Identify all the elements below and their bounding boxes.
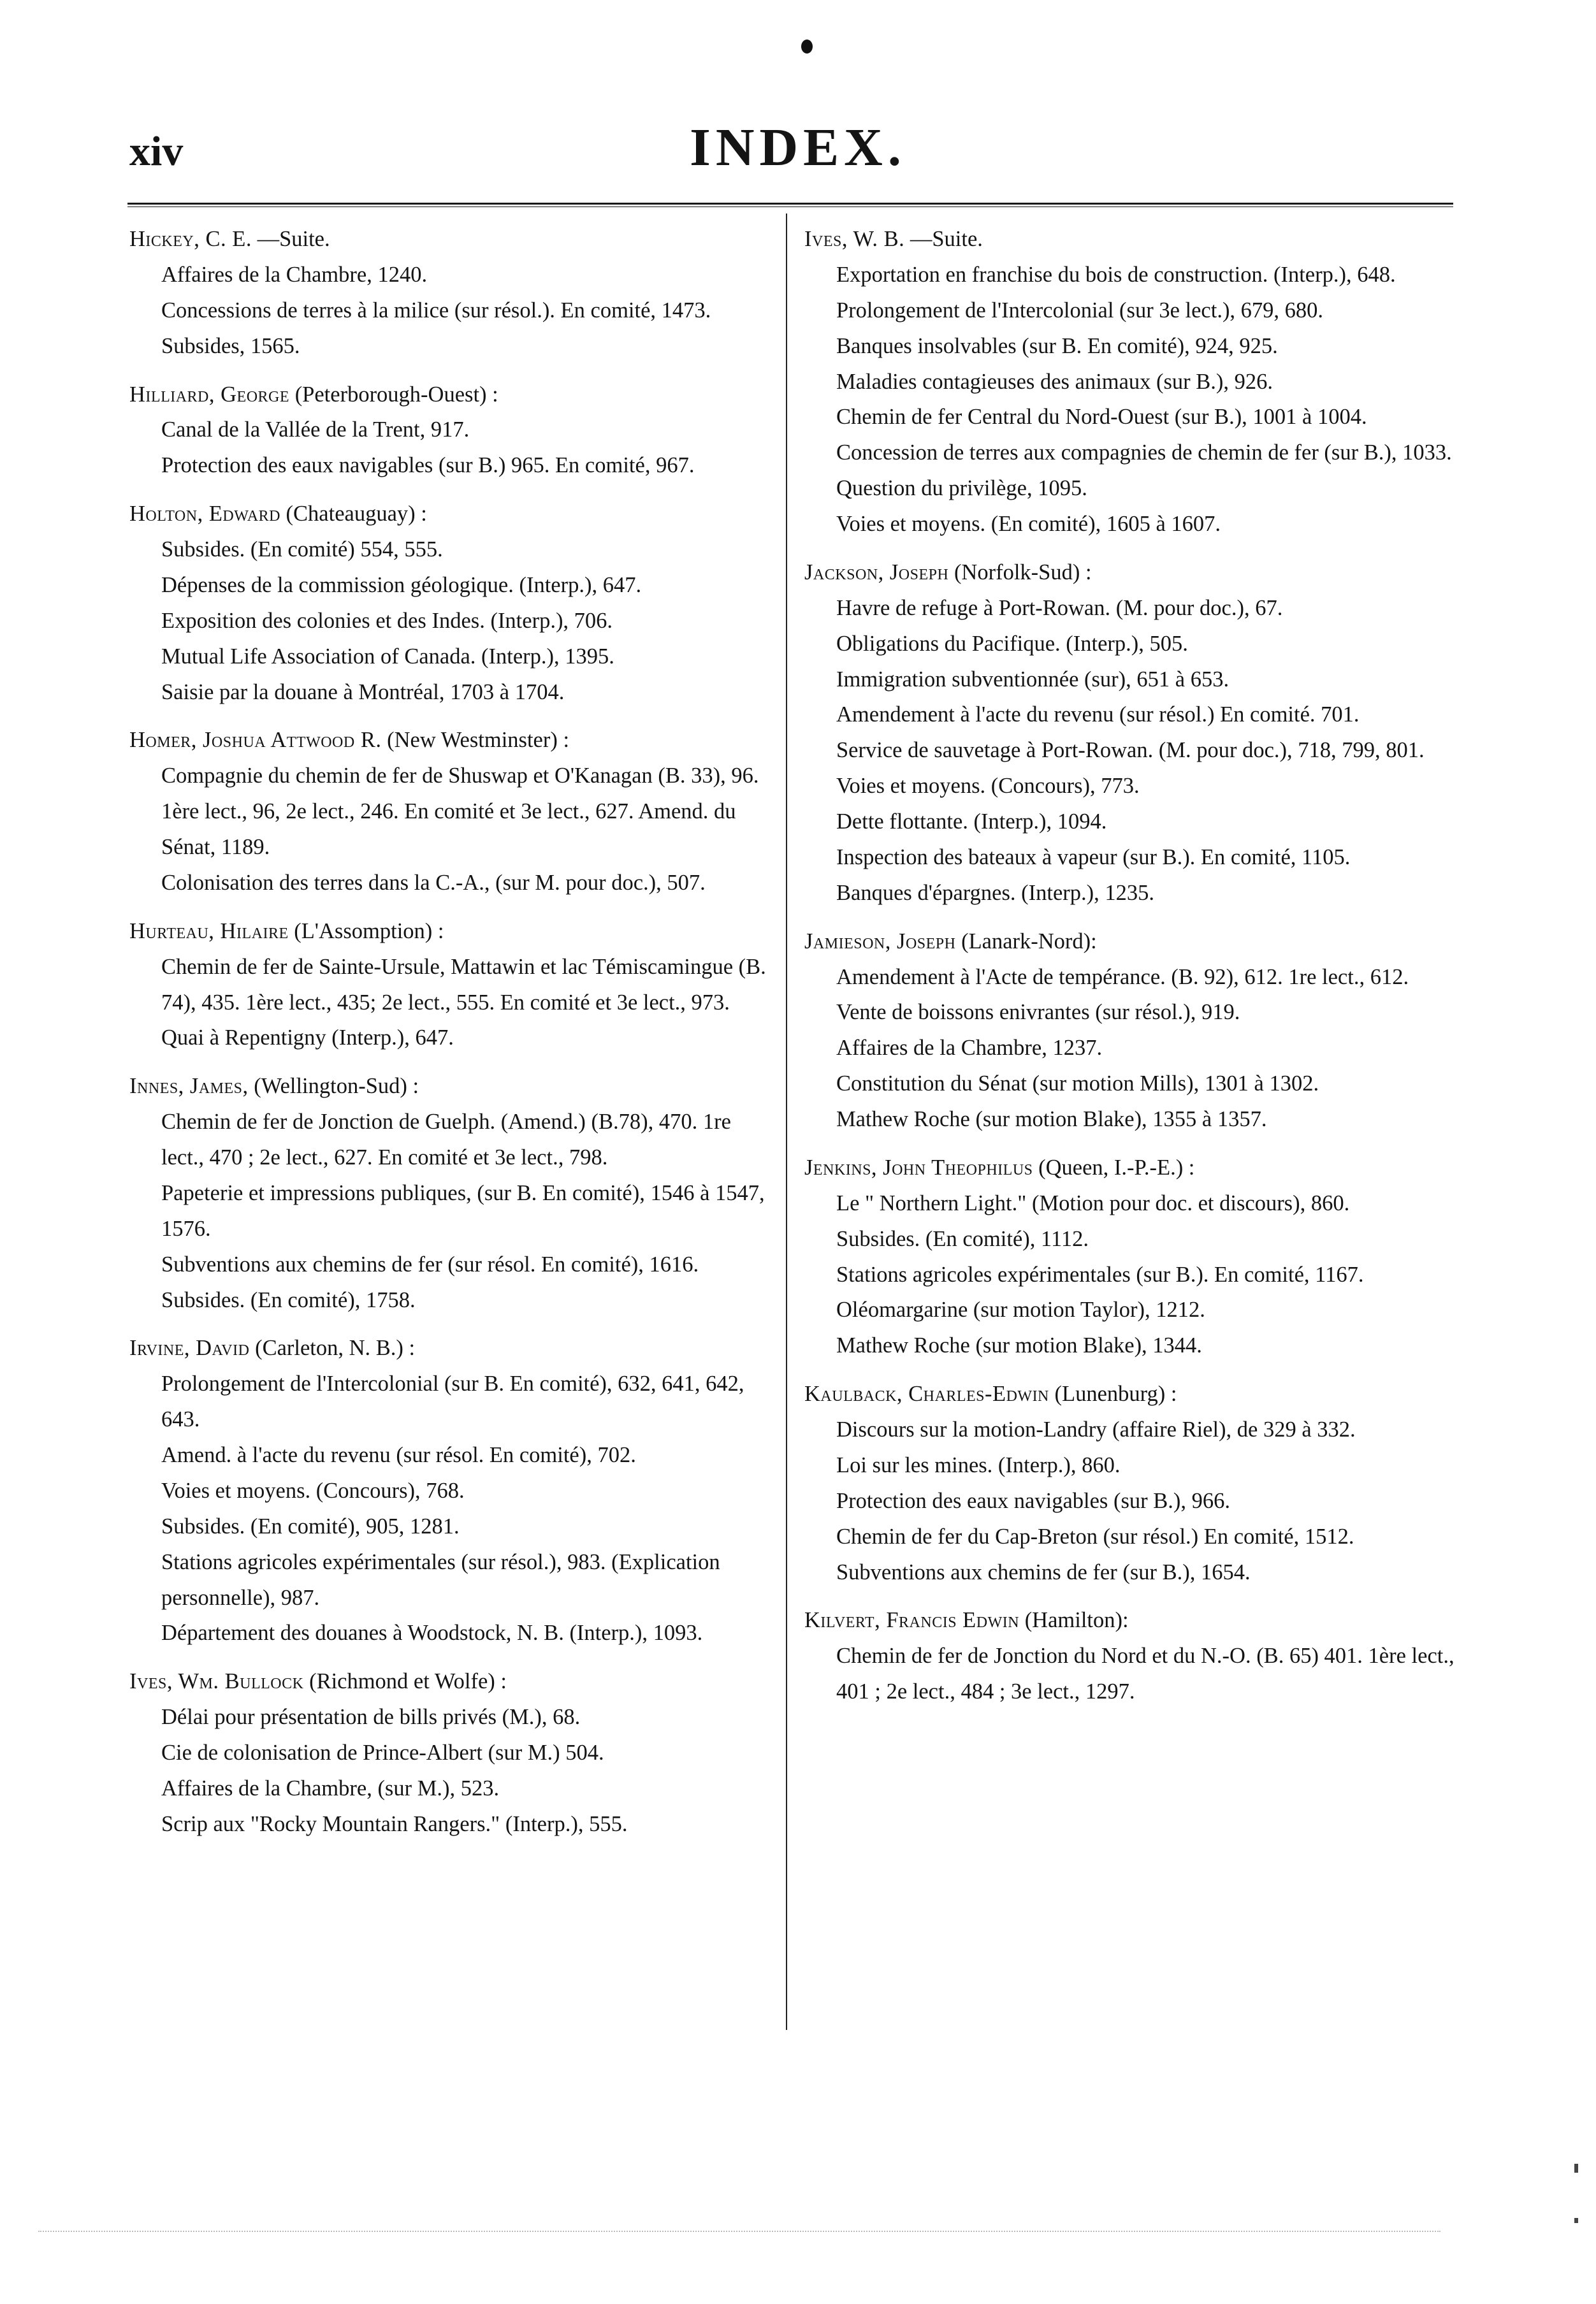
index-item: Stations agricoles expérimentales (sur B.). En comité, 1167. [836, 1262, 1364, 1287]
entry-heading [804, 924, 1455, 960]
index-item: Subsides, 1565. [161, 333, 300, 358]
index-item: Mathew Roche (sur motion Blake), 1344. [836, 1333, 1202, 1358]
index-item: Voies et moyens. (Concours), 768. [161, 1478, 465, 1503]
index-item: Subventions aux chemins de fer (sur B.), 1654. [836, 1560, 1251, 1584]
page-number: xiv [129, 128, 184, 175]
index-item: Chemin de fer de Jonction de Guelph. (Amend.) (B.78), 470. 1re lect., 470 ; 2e lect., 627. En comité et 3e lect., 798. [161, 1110, 731, 1170]
index-entry [129, 377, 773, 484]
index-entry [804, 1377, 1455, 1590]
entry-heading [129, 496, 773, 532]
index-item: Concessions de terres à la milice (sur résol.). En comité, 1473. [161, 298, 711, 322]
index-item: Subventions aux chemins de fer (sur résol. En comité), 1616. [161, 1252, 699, 1277]
index-item: Prolongement de l'Intercolonial (sur 3e lect.), 679, 680. [836, 298, 1324, 322]
entry-heading [804, 1603, 1455, 1639]
entry-heading [129, 1331, 773, 1366]
index-item: Inspection des bateaux à vapeur (sur B.). En comité, 1105. [836, 844, 1351, 869]
index-item: Affaires de la Chambre, 1240. [161, 262, 428, 287]
ink-dot [801, 40, 813, 54]
member-name: Ives, Wm. Bullock [129, 1669, 304, 1694]
index-item: Quai à Repentigny (Interp.), 647. [161, 1025, 454, 1050]
member-name: Hilliard, George [129, 382, 290, 407]
entry-heading [129, 723, 773, 758]
riding: (Queen, I.-P.-E.) : [1038, 1155, 1195, 1180]
entry-heading [129, 1664, 773, 1700]
index-item: Banques d'épargnes. (Interp.), 1235. [836, 880, 1154, 905]
index-item: Loi sur les mines. (Interp.), 860. [836, 1453, 1121, 1477]
index-item: Maladies contagieuses des animaux (sur B.), 926. [836, 369, 1273, 394]
index-item: Affaires de la Chambre, (sur M.), 523. [161, 1776, 500, 1800]
index-item: Colonisation des terres dans la C.-A., (sur M. pour doc.), 507. [161, 870, 706, 895]
index-item: Chemin de fer de Jonction du Nord et du N.-O. (B. 65) 401. 1ère lect., 401 ; 2e lect., 484 ; 3e lect., 1297. [836, 1644, 1455, 1704]
index-item: Dépenses de la commission géologique. (Interp.), 647. [161, 572, 642, 597]
entry-heading [129, 914, 773, 950]
index-item: Canal de la Vallée de la Trent, 917. [161, 417, 470, 442]
index-item: Subsides. (En comité), 905, 1281. [161, 1514, 460, 1539]
index-item: Le " Northern Light." (Motion pour doc. et discours), 860. [836, 1191, 1350, 1215]
member-name: Irvine, David [129, 1336, 250, 1361]
member-name: Ives, W. B. [804, 227, 905, 251]
riding: (Lunenburg) : [1054, 1382, 1177, 1407]
index-entry [129, 1331, 773, 1651]
member-name: Holton, Edward [129, 502, 280, 526]
member-name: Jenkins, John Theophilus [804, 1155, 1033, 1180]
member-name: Jackson, Joseph [804, 560, 949, 584]
entry-heading [804, 1377, 1455, 1412]
member-name: Kaulback, Charles-Edwin [804, 1382, 1049, 1407]
index-item: Obligations du Pacifique. (Interp.), 505. [836, 631, 1188, 656]
index-item: Protection des eaux navigables (sur B.) 965. En comité, 967. [161, 453, 695, 478]
index-entry [804, 1150, 1455, 1364]
riding: —Suite. [257, 227, 330, 251]
entry-heading [804, 555, 1455, 591]
entry-heading [129, 377, 773, 413]
riding: (Hamilton): [1024, 1608, 1129, 1633]
index-item: Havre de refuge à Port-Rowan. (M. pour doc.), 67. [836, 595, 1283, 620]
member-name: Innes, James, [129, 1074, 249, 1099]
riding: (Norfolk-Sud) : [954, 560, 1092, 584]
riding: (Wellington-Sud) : [254, 1074, 419, 1099]
index-item: Oléomargarine (sur motion Taylor), 1212. [836, 1298, 1205, 1322]
index-item: Délai pour présentation de bills privés (M.), 68. [161, 1705, 581, 1730]
index-item: Prolongement de l'Intercolonial (sur B. En comité), 632, 641, 642, 643. [161, 1372, 744, 1432]
index-item: Service de sauvetage à Port-Rowan. (M. pour doc.), 718, 799, 801. [836, 738, 1425, 763]
riding: (Richmond et Wolfe) : [309, 1669, 507, 1694]
index-item: Constitution du Sénat (sur motion Mills), 1301 à 1302. [836, 1071, 1319, 1096]
index-item: Subsides. (En comité), 1758. [161, 1287, 416, 1312]
member-name: Hickey, C. E. [129, 227, 252, 251]
entry-heading [804, 1150, 1455, 1186]
entry-heading [129, 1069, 773, 1105]
index-item: Exportation en franchise du bois de construction. (Interp.), 648. [836, 262, 1396, 287]
index-item: Chemin de fer du Cap-Breton (sur résol.) En comité, 1512. [836, 1524, 1354, 1549]
member-name: Jamieson, Joseph [804, 929, 956, 953]
index-item: Amend. à l'acte du revenu (sur résol. En comité), 702. [161, 1443, 636, 1467]
index-item: Mutual Life Association of Canada. (Interp.), 1395. [161, 644, 614, 669]
index-item: Subsides. (En comité), 1112. [836, 1226, 1089, 1251]
header-rule [127, 203, 1453, 207]
index-item: Stations agricoles expérimentales (sur résol.), 983. (Explication personnelle), 987. [161, 1549, 720, 1610]
left-column [129, 222, 773, 1855]
index-item: Dette flottante. (Interp.), 1094. [836, 809, 1107, 834]
index-entry [804, 1603, 1455, 1710]
riding: (New Westminster) : [387, 728, 570, 753]
scan-edge-mark [1574, 2218, 1578, 2223]
index-item: Immigration subventionnée (sur), 651 à 653. [836, 667, 1230, 692]
entry-heading [804, 222, 1455, 257]
index-item: Voies et moyens. (En comité), 1605 à 1607. [836, 512, 1221, 536]
riding: (Lanark-Nord): [961, 929, 1097, 953]
column-divider [786, 214, 787, 2030]
index-item: Amendement à l'acte du revenu (sur résol.) En comité. 701. [836, 702, 1360, 727]
index-item: Subsides. (En comité) 554, 555. [161, 537, 443, 562]
riding: (Peterborough-Ouest) : [294, 382, 498, 407]
member-name: Hurteau, Hilaire [129, 918, 289, 943]
index-entry [129, 1664, 773, 1842]
index-item: Protection des eaux navigables (sur B.), 966. [836, 1488, 1230, 1513]
index-item: Voies et moyens. (Concours), 773. [836, 774, 1140, 799]
index-item: Exposition des colonies et des Indes. (Interp.), 706. [161, 608, 613, 633]
riding: —Suite. [910, 227, 983, 251]
index-item: Question du privilège, 1095. [836, 476, 1087, 501]
index-item: Cie de colonisation de Prince-Albert (sur M.) 504. [161, 1741, 604, 1765]
index-item: Chemin de fer de Sainte-Ursule, Mattawin et lac Témiscamingue (B. 74), 435. 1ère lect., 435; 2e lect., 555. En comité et 3e lect., 973. [161, 954, 766, 1015]
index-item: Scrip aux "Rocky Mountain Rangers." (Interp.), 555. [161, 1811, 628, 1836]
index-item: Saisie par la douane à Montréal, 1703 à 1704. [161, 679, 565, 704]
riding: (Chateauguay) : [286, 502, 427, 526]
index-item: Concession de terres aux compagnies de chemin de fer (sur B.), 1033. [836, 440, 1452, 465]
index-item: Mathew Roche (sur motion Blake), 1355 à 1357. [836, 1107, 1267, 1131]
index-entry [129, 222, 773, 365]
index-item: Amendement à l'Acte de tempérance. (B. 92), 612. 1re lect., 612. [836, 964, 1409, 989]
page-title: INDEX. [690, 118, 906, 177]
member-name: Homer, Joshua Attwood R. [129, 728, 382, 753]
index-item: Département des douanes à Woodstock, N. B. (Interp.), 1093. [161, 1621, 703, 1646]
index-item: Affaires de la Chambre, 1237. [836, 1036, 1103, 1061]
index-entry [804, 222, 1455, 542]
index-entry [129, 723, 773, 901]
index-item: Discours sur la motion-Landry (affaire Riel), de 329 à 332. [836, 1417, 1356, 1442]
index-item: Chemin de fer Central du Nord-Ouest (sur B.), 1001 à 1004. [836, 405, 1367, 430]
index-item: Banques insolvables (sur B. En comité), 924, 925. [836, 333, 1278, 358]
index-item: Papeterie et impressions publiques, (sur B. En comité), 1546 à 1547, 1576. [161, 1180, 765, 1241]
index-item: Compagnie du chemin de fer de Shuswap et O'Kanagan (B. 33), 96. 1ère lect., 96, 2e lect., 246. En comité et 3e lect., 627. Amend. du Sénat, 1189. [161, 764, 759, 859]
index-entry [129, 914, 773, 1057]
index-entry [804, 924, 1455, 1138]
member-name: Kilvert, Francis Edwin [804, 1608, 1020, 1633]
index-entry [804, 555, 1455, 911]
index-entry [129, 1069, 773, 1318]
scan-artifact-line [38, 2231, 1440, 2232]
right-column [804, 222, 1455, 1723]
riding: (L'Assomption) : [294, 918, 444, 943]
index-item: Vente de boissons enivrantes (sur résol.), 919. [836, 1000, 1240, 1025]
index-entry [129, 496, 773, 710]
scan-edge-mark [1574, 2164, 1578, 2173]
entry-heading [129, 222, 773, 257]
riding: (Carleton, N. B.) : [255, 1336, 416, 1361]
